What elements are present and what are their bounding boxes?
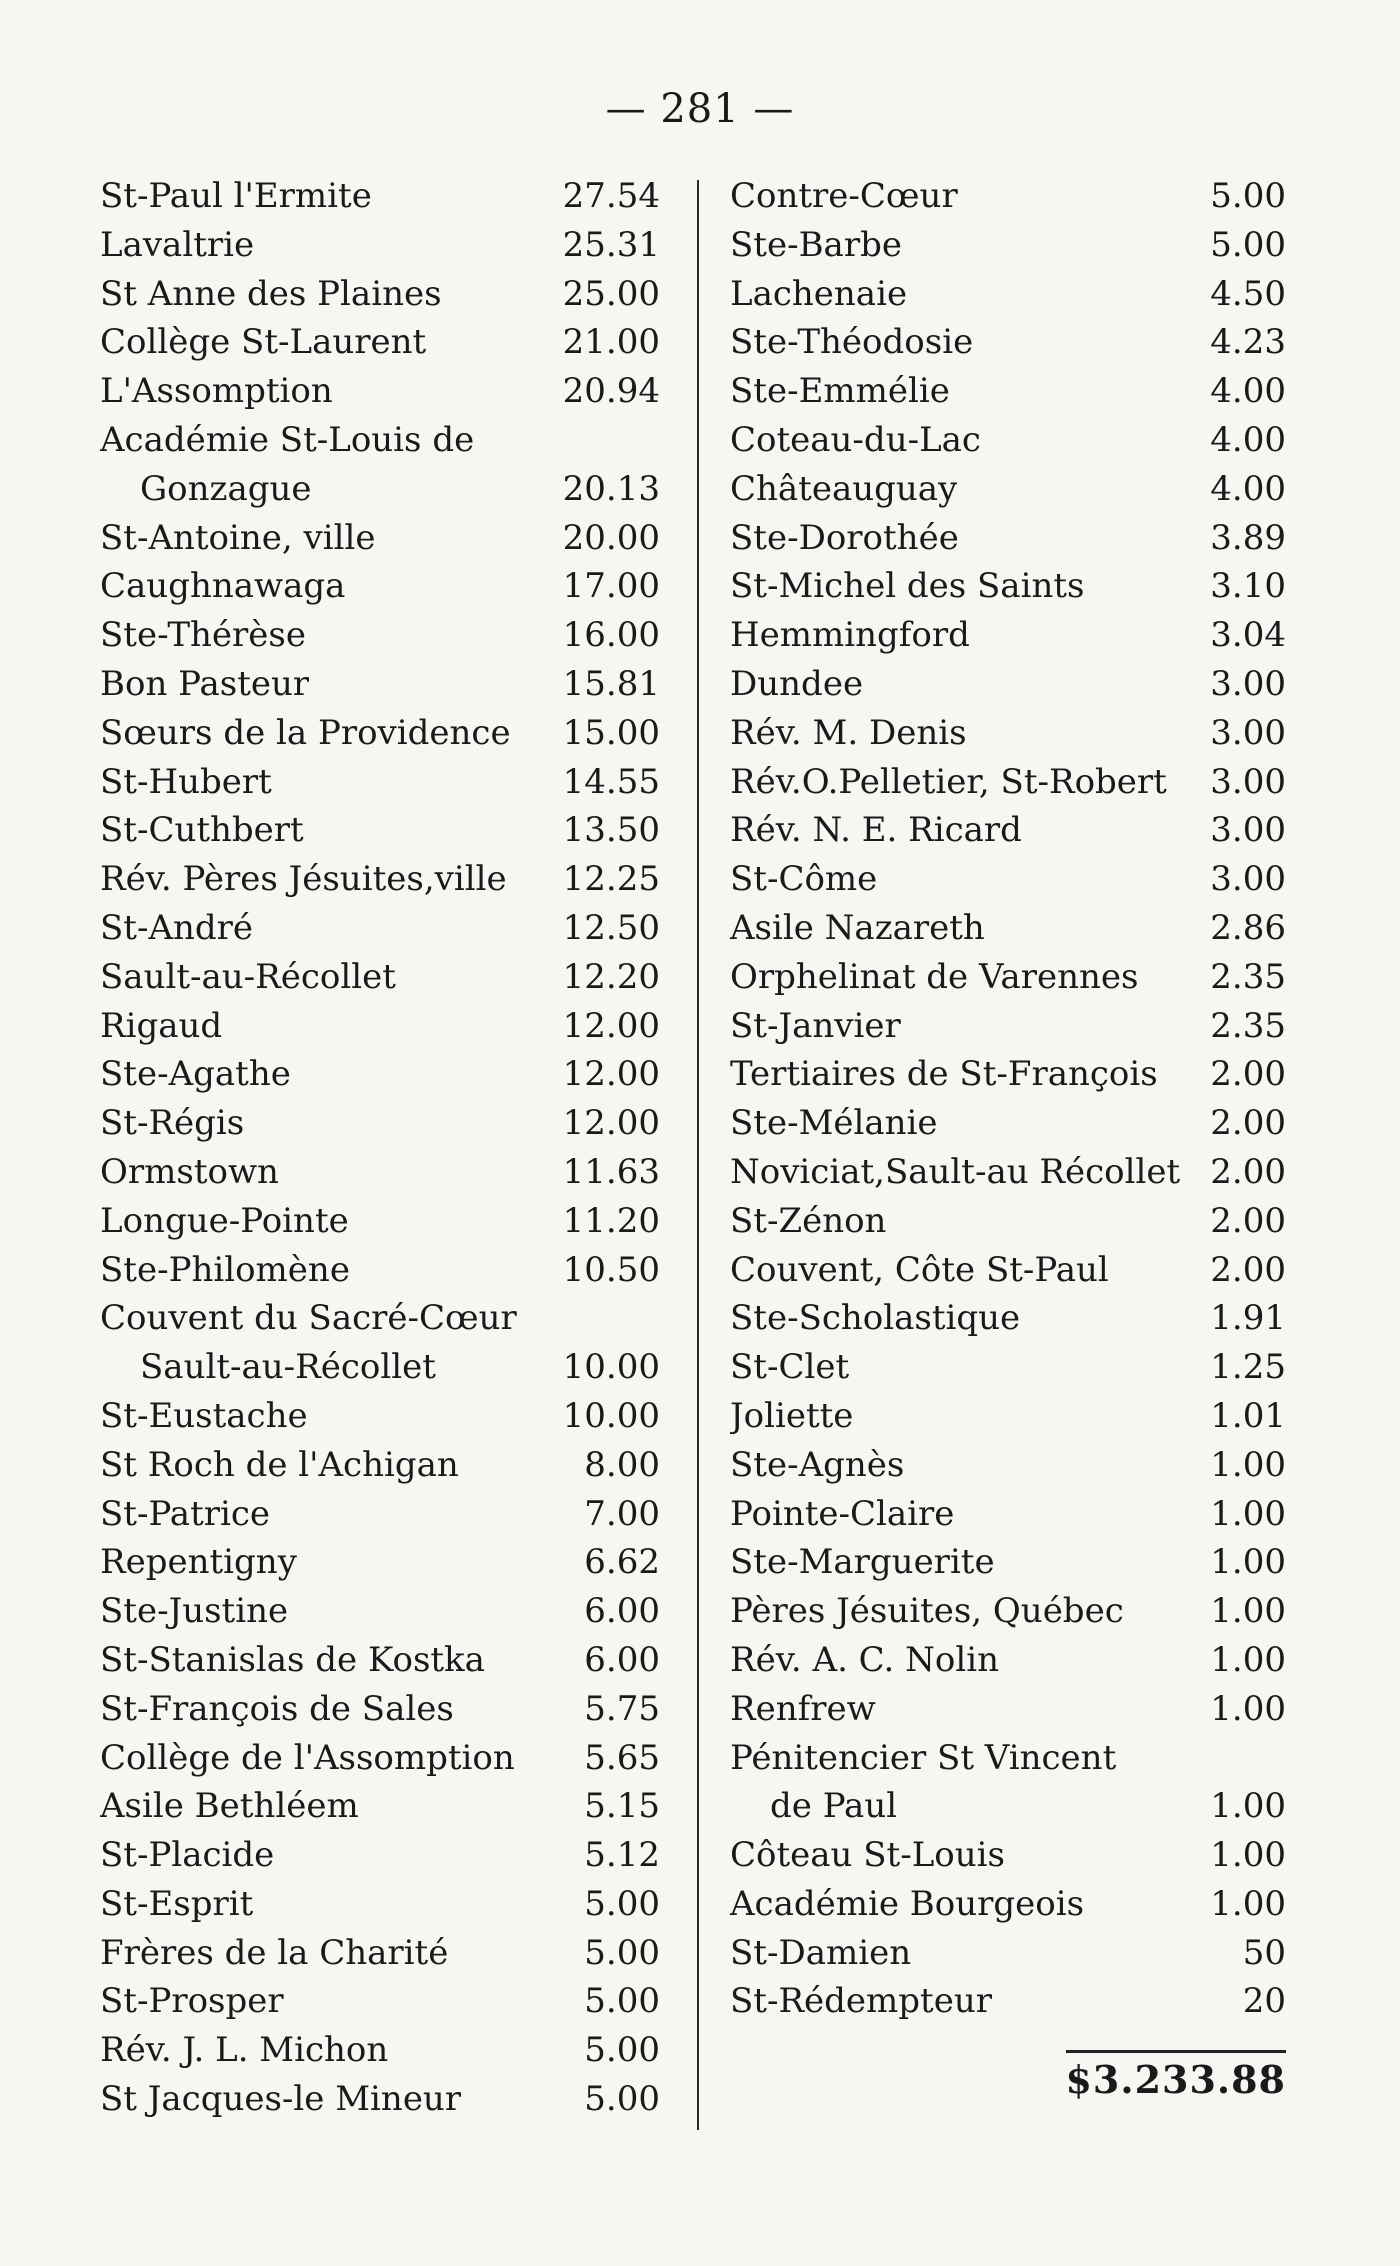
entry-amount: 6.00	[584, 1591, 660, 1632]
page-number: — 281 —	[605, 86, 795, 132]
entry-amount: 4.00	[1210, 419, 1286, 460]
entry-amount: 2.00	[1210, 1200, 1286, 1241]
entry-name: St-Paul l'Ermite	[100, 176, 372, 216]
entry-name: Rév. Pères Jésuites,ville	[100, 859, 507, 900]
entry-name: Asile Nazareth	[730, 907, 985, 948]
entry-name: Ste-Marguerite	[730, 1542, 995, 1583]
entry-row	[100, 1880, 660, 1929]
entry-amount: 50	[1242, 1932, 1286, 1973]
entry-name: Noviciat,Sault-au Récollet	[730, 1151, 1181, 1192]
entry-name: Sault-au-Récollet	[100, 956, 396, 997]
entry-name: St-Régis	[100, 1103, 245, 1144]
entry-amount: 12.00	[562, 1054, 660, 1095]
entry-name: Académie St-Louis de	[100, 419, 475, 460]
entry-row	[730, 806, 1286, 855]
entry-name: Frères de la Charité	[100, 1932, 449, 1973]
entry-row	[730, 1246, 1286, 1295]
entry-name: Ste-Emmélie	[730, 371, 950, 412]
entry-row	[730, 1587, 1286, 1636]
entry-amount: 5.00	[584, 2030, 660, 2071]
entry-row	[100, 1490, 660, 1539]
entry-amount: 5.15	[584, 1786, 660, 1827]
entry-name: Châteauguay	[730, 468, 958, 509]
left-column-list	[100, 172, 660, 2124]
entry-row	[100, 953, 660, 1002]
entry-row	[100, 2026, 660, 2075]
entry-amount: 6.00	[584, 1639, 660, 1680]
entry-row	[100, 514, 660, 563]
entry-name: Ste-Barbe	[730, 224, 902, 265]
entry-amount: 20.13	[562, 468, 660, 509]
entry-amount: 3.10	[1210, 566, 1286, 607]
entry-amount: 6.62	[584, 1542, 660, 1583]
entry-name: St-Hubert	[100, 761, 272, 802]
entry-amount: 11.63	[562, 1151, 660, 1192]
entry-row	[100, 1831, 660, 1880]
entry-row	[730, 318, 1286, 367]
entry-row	[730, 1880, 1286, 1929]
entry-name: St-Zénon	[730, 1200, 887, 1241]
entry-row	[730, 1392, 1286, 1441]
entry-name: Ste-Agathe	[100, 1054, 291, 1095]
entry-row	[100, 1002, 660, 1051]
entry-row	[730, 416, 1286, 465]
entry-name: St-Rédempteur	[730, 1981, 992, 2022]
entry-amount: 12.00	[562, 1005, 660, 1046]
entry-row	[730, 660, 1286, 709]
entry-amount: 12.25	[562, 859, 660, 900]
entry-row	[100, 1929, 660, 1978]
entry-name: de Paul	[770, 1786, 898, 1827]
entry-amount: 1.00	[1210, 1639, 1286, 1680]
entry-name: Longue-Pointe	[100, 1200, 349, 1241]
entry-amount: 16.00	[562, 615, 660, 656]
entry-name: Ormstown	[100, 1151, 279, 1192]
entry-row	[730, 1734, 1286, 1783]
entry-amount: 8.00	[584, 1444, 660, 1485]
entry-amount: 21.00	[562, 322, 660, 363]
entry-amount: 5.00	[584, 1932, 660, 1973]
entry-row	[100, 465, 660, 514]
entry-name: Ste-Dorothée	[730, 517, 959, 558]
entry-name: Rév. A. C. Nolin	[730, 1639, 999, 1680]
entry-amount: 5.00	[584, 2079, 660, 2120]
entry-row	[100, 1392, 660, 1441]
entry-row	[100, 318, 660, 367]
entry-name: St-Prosper	[100, 1981, 284, 2022]
entry-name: Joliette	[730, 1395, 854, 1436]
entry-amount: 15.81	[562, 663, 660, 704]
entry-amount: 5.12	[584, 1835, 660, 1876]
entry-name: Pénitencier St Vincent	[730, 1737, 1117, 1778]
entry-name: Ste-Scholastique	[730, 1298, 1021, 1339]
entry-amount: 5.00	[1210, 176, 1286, 216]
entry-row	[730, 1050, 1286, 1099]
entry-name: Asile Bethléem	[100, 1786, 359, 1827]
entry-row	[730, 1782, 1286, 1831]
entry-name: St-Janvier	[730, 1005, 901, 1046]
entry-amount: 20.00	[562, 517, 660, 558]
entry-name: St-André	[100, 907, 254, 948]
entry-amount: 1.00	[1210, 1493, 1286, 1534]
entry-amount: 1.00	[1210, 1688, 1286, 1729]
entry-row	[730, 1441, 1286, 1490]
entry-amount: 5.00	[1210, 224, 1286, 265]
entry-amount: 25.00	[562, 273, 660, 314]
entry-name: Académie Bourgeois	[730, 1883, 1085, 1924]
entry-amount: 13.50	[562, 810, 660, 851]
entry-row	[100, 660, 660, 709]
entry-row	[730, 611, 1286, 660]
entry-row	[730, 465, 1286, 514]
entry-name: St-Esprit	[100, 1883, 254, 1924]
entry-name: St-Cuthbert	[100, 810, 304, 851]
entry-amount: 20	[1242, 1981, 1286, 2022]
entry-name: St Jacques-le Mineur	[100, 2079, 462, 2120]
entry-amount: 17.00	[562, 566, 660, 607]
entry-row	[730, 1002, 1286, 1051]
grand-total: $3.233.88	[1066, 2050, 1286, 2102]
entry-name: Ste-Théodosie	[730, 322, 974, 363]
entry-row	[100, 1441, 660, 1490]
entry-amount: 4.50	[1210, 273, 1286, 314]
entry-row	[100, 1148, 660, 1197]
entry-row	[100, 2075, 660, 2124]
entry-amount: 2.00	[1210, 1151, 1286, 1192]
entry-name: Gonzague	[140, 468, 312, 509]
entry-row	[100, 270, 660, 319]
entry-name: Tertiaires de St-François	[730, 1054, 1158, 1095]
entry-amount: 1.00	[1210, 1786, 1286, 1827]
entry-row	[100, 221, 660, 270]
entry-amount: 14.55	[562, 761, 660, 802]
entry-row	[100, 709, 660, 758]
entry-row	[730, 1977, 1286, 2026]
entry-row	[730, 1294, 1286, 1343]
entry-row	[730, 709, 1286, 758]
entry-amount: 10.00	[562, 1347, 660, 1388]
entry-row	[100, 1343, 660, 1392]
entry-amount: 1.00	[1210, 1444, 1286, 1485]
entry-amount: 2.35	[1210, 956, 1286, 997]
entry-row	[100, 1782, 660, 1831]
entry-amount: 3.00	[1210, 712, 1286, 753]
entry-name: Orphelinat de Varennes	[730, 956, 1139, 997]
entry-amount: 10.50	[562, 1249, 660, 1290]
entry-row	[730, 562, 1286, 611]
entry-name: Ste-Justine	[100, 1591, 289, 1632]
column-divider	[697, 180, 699, 2130]
entry-name: St-François de Sales	[100, 1688, 454, 1729]
entry-name: Coteau-du-Lac	[730, 419, 981, 460]
entry-amount: 2.00	[1210, 1054, 1286, 1095]
right-column-list	[730, 172, 1286, 2102]
entry-row	[100, 1587, 660, 1636]
entry-amount: 7.00	[584, 1493, 660, 1534]
entry-name: Renfrew	[730, 1688, 876, 1729]
entry-name: L'Assomption	[100, 371, 333, 412]
entry-amount: 2.35	[1210, 1005, 1286, 1046]
entry-row	[730, 1490, 1286, 1539]
entry-row	[730, 953, 1286, 1002]
entry-name: Collège St-Laurent	[100, 322, 427, 363]
entry-amount: 4.23	[1210, 322, 1286, 363]
entry-amount: 12.00	[562, 1103, 660, 1144]
entry-amount: 20.94	[562, 371, 660, 412]
entry-row	[730, 758, 1286, 807]
entry-amount: 4.00	[1210, 468, 1286, 509]
entry-row	[100, 1294, 660, 1343]
entry-row	[730, 1685, 1286, 1734]
entry-row	[730, 221, 1286, 270]
entry-row	[730, 367, 1286, 416]
entry-name: Repentigny	[100, 1542, 297, 1583]
entry-row	[100, 1197, 660, 1246]
entry-row	[100, 855, 660, 904]
entry-row	[100, 1636, 660, 1685]
entry-amount: 3.89	[1210, 517, 1286, 558]
entry-amount: 3.00	[1210, 761, 1286, 802]
entry-name: Caughnawaga	[100, 566, 346, 607]
entry-name: Pères Jésuites, Québec	[730, 1591, 1124, 1632]
entry-name: St-Placide	[100, 1835, 275, 1876]
entry-name: Couvent du Sacré-Cœur	[100, 1298, 517, 1339]
entry-row	[730, 1099, 1286, 1148]
entry-row	[730, 855, 1286, 904]
entry-name: Bon Pasteur	[100, 663, 310, 704]
entry-amount: 15.00	[562, 712, 660, 753]
entry-amount: 1.25	[1210, 1347, 1286, 1388]
entry-amount: 27.54	[562, 176, 660, 216]
entry-row	[730, 1831, 1286, 1880]
entry-name: St-Clet	[730, 1347, 850, 1388]
entry-row	[100, 758, 660, 807]
entry-row	[730, 1343, 1286, 1392]
entry-name: Rév. M. Denis	[730, 712, 967, 753]
entry-name: St-Eustache	[100, 1395, 308, 1436]
entry-amount: 5.00	[584, 1981, 660, 2022]
entry-name: Ste-Agnès	[730, 1444, 905, 1485]
entry-row	[100, 172, 660, 221]
entry-amount: 1.00	[1210, 1883, 1286, 1924]
entry-name: Lavaltrie	[100, 224, 255, 265]
entry-row	[730, 1636, 1286, 1685]
entry-name: St-Patrice	[100, 1493, 271, 1534]
entry-row	[100, 562, 660, 611]
entry-row	[730, 270, 1286, 319]
entry-row	[100, 1538, 660, 1587]
entry-amount: 1.00	[1210, 1542, 1286, 1583]
entry-amount: 25.31	[562, 224, 660, 265]
entry-name: Hemmingford	[730, 615, 970, 656]
entry-row	[730, 1197, 1286, 1246]
entry-row	[100, 367, 660, 416]
entry-amount: 5.00	[584, 1883, 660, 1924]
entry-amount: 1.00	[1210, 1591, 1286, 1632]
entry-amount: 1.00	[1210, 1835, 1286, 1876]
entry-row	[100, 416, 660, 465]
entry-row	[730, 172, 1286, 221]
entry-row	[100, 1099, 660, 1148]
entry-amount: 10.00	[562, 1395, 660, 1436]
entry-amount: 12.20	[562, 956, 660, 997]
entry-row	[100, 1050, 660, 1099]
entry-amount: 3.04	[1210, 615, 1286, 656]
entry-name: Lachenaie	[730, 273, 908, 314]
entry-name: Ste-Mélanie	[730, 1103, 938, 1144]
entry-row	[100, 904, 660, 953]
entry-amount: 2.86	[1210, 907, 1286, 948]
entry-name: Sault-au-Récollet	[140, 1347, 436, 1388]
entry-name: Contre-Cœur	[730, 176, 958, 216]
entry-row	[730, 1148, 1286, 1197]
entry-amount: 2.00	[1210, 1249, 1286, 1290]
entry-name: Pointe-Claire	[730, 1493, 955, 1534]
entry-name: St Roch de l'Achigan	[100, 1444, 459, 1485]
entry-row	[100, 1246, 660, 1295]
entry-name: St-Antoine, ville	[100, 517, 376, 558]
entry-name: Rév. J. L. Michon	[100, 2030, 389, 2071]
entry-name: Rigaud	[100, 1005, 223, 1046]
entry-amount: 1.01	[1210, 1395, 1286, 1436]
entry-name: Ste-Philomène	[100, 1249, 350, 1290]
entry-name: St-Côme	[730, 859, 878, 900]
entry-row	[730, 514, 1286, 563]
entry-amount: 5.65	[584, 1737, 660, 1778]
entry-row	[100, 1734, 660, 1783]
entry-name: Ste-Thérèse	[100, 615, 306, 656]
entry-amount: 5.75	[584, 1688, 660, 1729]
entry-row	[100, 1977, 660, 2026]
entry-name: Collège de l'Assomption	[100, 1737, 515, 1778]
entry-amount: 3.00	[1210, 810, 1286, 851]
entry-name: St-Stanislas de Kostka	[100, 1639, 485, 1680]
entry-row	[730, 1538, 1286, 1587]
entry-row	[100, 1685, 660, 1734]
entry-name: Dundee	[730, 663, 864, 704]
entry-name: St Anne des Plaines	[100, 273, 442, 314]
entry-amount: 3.00	[1210, 859, 1286, 900]
entry-name: Sœurs de la Providence	[100, 712, 511, 753]
entry-row	[730, 904, 1286, 953]
entry-row	[730, 1929, 1286, 1978]
entry-name: Côteau St-Louis	[730, 1835, 1005, 1876]
entry-amount: 2.00	[1210, 1103, 1286, 1144]
entry-amount: 11.20	[562, 1200, 660, 1241]
entry-row	[100, 611, 660, 660]
entry-name: Couvent, Côte St-Paul	[730, 1249, 1109, 1290]
entry-name: St-Damien	[730, 1932, 912, 1973]
entry-name: Rév.O.Pelletier, St-Robert	[730, 761, 1167, 802]
entry-name: Rév. N. E. Ricard	[730, 810, 1022, 851]
entry-amount: 4.00	[1210, 371, 1286, 412]
entry-amount: 3.00	[1210, 663, 1286, 704]
entry-row	[100, 806, 660, 855]
entry-amount: 12.50	[562, 907, 660, 948]
entry-name: St-Michel des Saints	[730, 566, 1085, 607]
entry-amount: 1.91	[1210, 1298, 1286, 1339]
